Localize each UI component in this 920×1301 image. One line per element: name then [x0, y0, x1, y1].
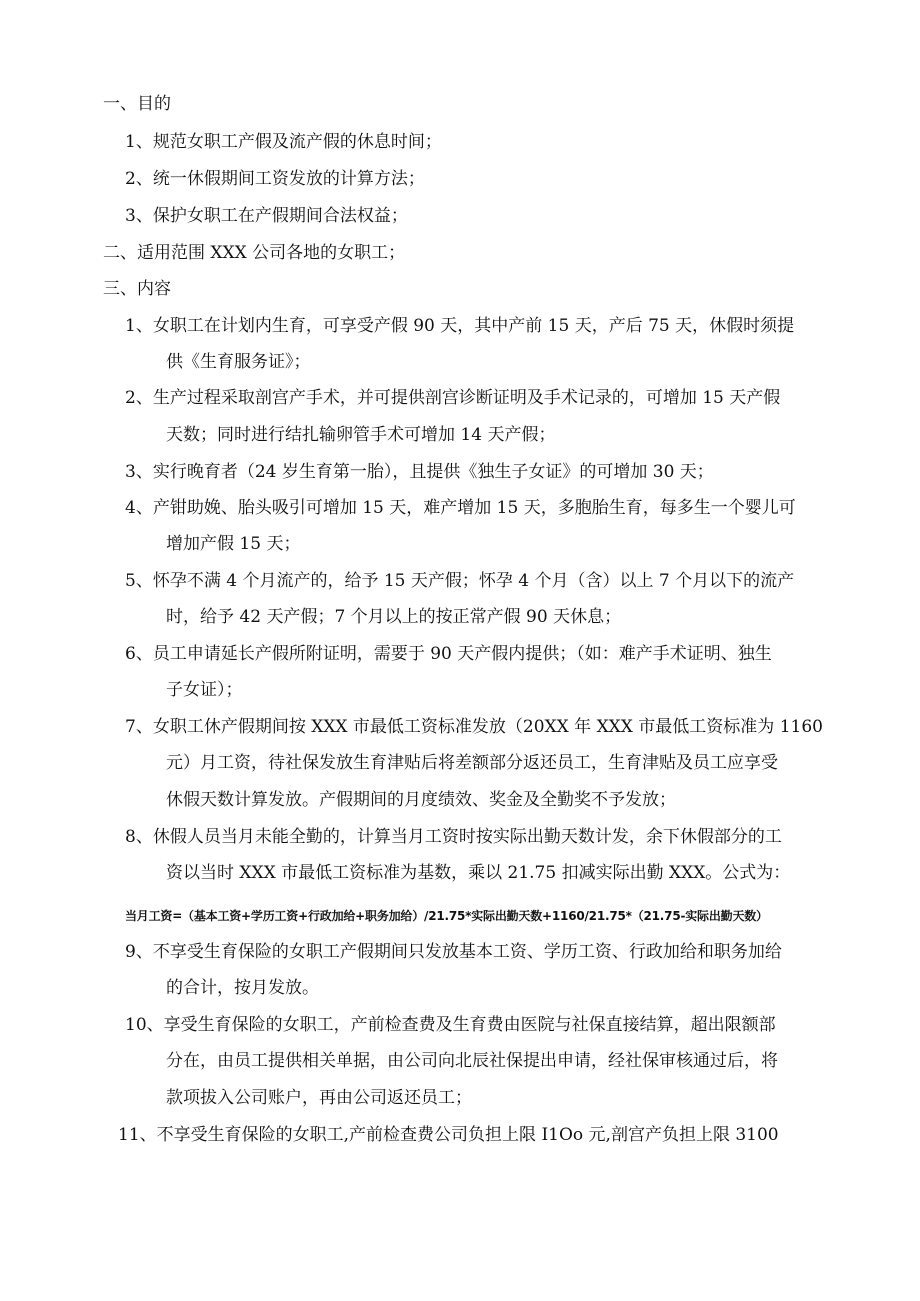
content-item-2-line-1: 2、生产过程采取剖宫产手术，并可提供剖宫诊断证明及手术记录的，可增加 15 天产假: [125, 388, 781, 408]
section-2-title: 二、适用范围 XXX 公司各地的女职工；: [103, 243, 406, 263]
section-1-item-3: 3、保护女职工在产假期间合法权益；: [125, 206, 408, 226]
content-item-5-line-2: 时，给予 42 天产假；7 个月以上的按正常产假 90 天休息；: [166, 607, 622, 627]
content-item-10-line-2: 分在，由员工提供相关单据，由公司向北辰社保提出申请，经社保审核通过后，将: [166, 1051, 778, 1071]
content-item-7-line-1: 7、女职工休产假期间按 XXX 市最低工资标准发放（20XX 年 XXX 市最低工资标准为 1160: [125, 717, 823, 737]
content-item-7-line-2: 元）月工资，待社保发放生育津贴后将差额部分返还员工，生育津贴及员工应享受: [166, 753, 778, 773]
content-item-10-line-3: 款项拔入公司账户，再由公司返还员工；: [166, 1088, 472, 1108]
content-item-6-line-1: 6、员工申请延长产假所附证明，需要于 90 天产假内提供；（如：难产手术证明、独生: [125, 644, 772, 664]
content-item-7-line-3: 休假天数计算发放。产假期间的月度绩效、奖金及全勤奖不予发放；: [166, 790, 676, 810]
wage-formula: 当月工资=（基本工资+学历工资+行政加给+职务加给）/21.75*实际出勤天数+1160/21.75*（21.75-实际出勤天数）: [125, 909, 768, 923]
content-item-2-line-2: 天数；同时进行结扎输卵管手术可增加 14 天产假；: [166, 425, 556, 445]
section-1-item-2: 2、统一休假期间工资发放的计算方法；: [125, 169, 425, 189]
content-item-4-line-1: 4、产钳助娩、胎头吸引可增加 15 天，难产增加 15 天，多胞胎生育，每多生一个婴儿可: [125, 498, 796, 518]
content-item-9-line-1: 9、不享受生育保险的女职工产假期间只发放基本工资、学历工资、行政加给和职务加给: [125, 942, 782, 962]
content-item-1-line-2: 供《生育服务证》；: [166, 352, 311, 372]
content-item-10-line-1: 10、享受生育保险的女职工，产前检查费及生育费由医院与社保直接结算，超出限额部: [125, 1015, 776, 1035]
content-item-11-line-1: 11、不享受生育保险的女职工,产前检查费公司负担上限 I1Oo 元,剖宫产负担上限 3100: [118, 1125, 779, 1145]
content-item-4-line-2: 增加产假 15 天；: [166, 534, 301, 554]
section-1-item-1: 1、规范女职工产假及流产假的休息时间；: [125, 132, 442, 152]
content-item-8-line-1: 8、休假人员当月未能全勤的，计算当月工资时按实际出勤天数计发，余下休假部分的工: [125, 827, 782, 847]
content-item-8-line-2: 资以当时 XXX 市最低工资标准为基数，乘以 21.75 扣减实际出勤 XXX。公式为：: [166, 863, 791, 883]
content-item-6-line-2: 子女证）；: [166, 680, 243, 700]
content-item-3-line-1: 3、实行晚育者（24 岁生育第一胎），且提供《独生子女证》的可增加 30 天；: [125, 462, 714, 482]
section-3-title: 三、内容: [103, 279, 171, 299]
content-item-9-line-2: 的合计，按月发放。: [166, 978, 319, 998]
content-item-1-line-1: 1、女职工在计划内生育，可享受产假 90 天，其中产前 15 天，产后 75 天，休假时须提: [125, 316, 795, 336]
content-item-5-line-1: 5、怀孕不满 4 个月流产的，给予 15 天产假；怀孕 4 个月（含）以上 7 个月以下的流产: [125, 571, 795, 591]
section-1-title: 一、目的: [103, 94, 171, 114]
